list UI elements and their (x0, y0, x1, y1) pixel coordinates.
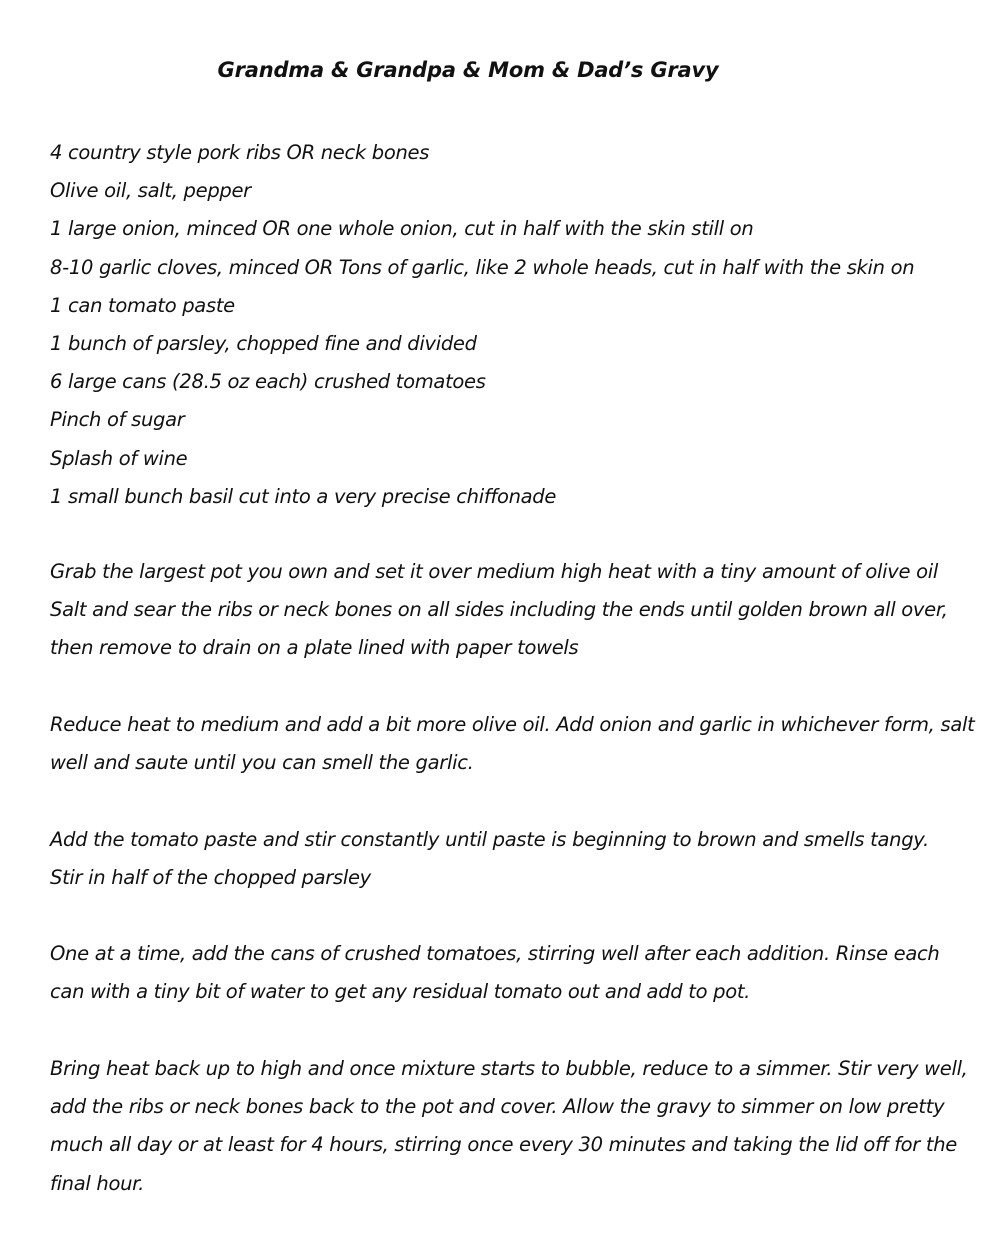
instruction-step-1 (50, 553, 955, 668)
instruction-step-4 (50, 935, 955, 1011)
ingredient-item: 4 country style pork ribs OR neck bones (50, 141, 430, 164)
ingredient-item: 8-10 garlic cloves, minced OR Tons of garlic, like 2 whole heads, cut in half with the skin on (50, 255, 915, 279)
instruction-line: Stir in half of the chopped parsley (50, 866, 371, 890)
ingredient-item: 1 can tomato paste (50, 293, 235, 317)
instruction-line: much all day or at least for 4 hours, stirring once every 30 minutes and taking the lid off for the (50, 1133, 957, 1157)
ingredient-item: 1 large onion, minced OR one whole onion, cut in half with the skin still on (50, 217, 754, 241)
recipe-title: Grandma & Grandpa & Mom & Dad’s Gravy (217, 58, 719, 82)
instruction-step-5 (50, 1050, 968, 1203)
instruction-line: Bring heat back up to high and once mixture starts to bubble, reduce to a simmer. Stir very well, (50, 1057, 968, 1080)
instruction-line: One at a time, add the cans of crushed tomatoes, stirring well after each addition. Rinse each (50, 942, 940, 965)
ingredient-item: 1 small bunch basil cut into a very precise chiffonade (50, 484, 557, 508)
instruction-line: well and saute until you can smell the garlic. (50, 751, 474, 775)
ingredient-item: 1 bunch of parsley, chopped fine and divided (50, 332, 477, 356)
instruction-line: final hour. (50, 1171, 144, 1195)
ingredient-item: 6 large cans (28.5 oz each) crushed tomatoes (50, 370, 486, 394)
instruction-line: Grab the largest pot you own and set it over medium high heat with a tiny amount of olive oil (50, 560, 938, 583)
ingredient-list (50, 134, 914, 516)
instruction-step-3 (50, 821, 955, 897)
ingredient-item: Splash of wine (50, 446, 188, 470)
instruction-line: add the ribs or neck bones back to the pot and cover. Allow the gravy to simmer on low pretty (50, 1095, 945, 1119)
instruction-line: Reduce heat to medium and add a bit more olive oil. Add onion and garlic in whichever form, salt (50, 713, 975, 736)
instruction-line: Salt and sear the ribs or neck bones on all sides including the ends until golden brown all over, (50, 598, 948, 622)
ingredient-item: Pinch of sugar (50, 408, 185, 432)
instruction-line: then remove to drain on a plate lined with paper towels (50, 636, 579, 660)
ingredient-item: Olive oil, salt, pepper (50, 179, 251, 203)
instruction-line: can with a tiny bit of water to get any residual tomato out and add to pot. (50, 980, 751, 1004)
instruction-step-2 (50, 706, 975, 782)
instruction-line: Add the tomato paste and stir constantly until paste is beginning to brown and smells tangy. (50, 828, 929, 851)
